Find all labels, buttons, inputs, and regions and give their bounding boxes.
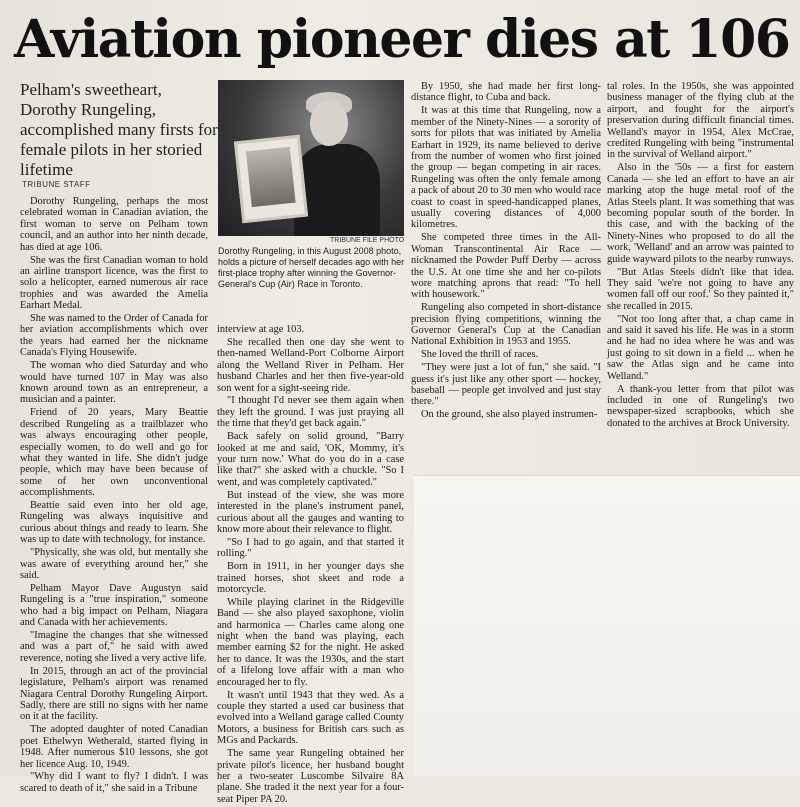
paragraph: It wasn't until 1943 that they wed. As a couple they started a used car business that evolved into a Welland garage called County Motors, a business for British cars such as MGs and Packards. [217,689,404,747]
paragraph: By 1950, she had made her first long-distance flight, to Cuba and back. [411,81,601,104]
photo-caption: Dorothy Rungeling, in this August 2008 photo, holds a picture of herself decades ago with her first-place trophy after winning the Governor-General's Cup (Air) Race in Toronto. [218,246,405,289]
paragraph: She was the first Canadian woman to hold an airline transport licence, was the first to solo a helicopter, earned numerous air race trophies and was awarded the Amelia Earhart Medal. [20,254,208,312]
paragraph: Born in 1911, in her younger days she trained horses, shot skeet and rode a motorcycle. [217,561,404,595]
paragraph: "But Atlas Steels didn't like that idea. They said 'we're not going to have any women fall off our roof.' So they painted it," she recalled in 2015. [607,266,794,312]
paragraph: "Imagine the changes that she witnessed and was a part of," he said with awed reverence, noting she lived a very active life. [20,630,208,664]
deck-text: Pelham's sweetheart, Dorothy Rungeling, accomplished many firsts for female pilots in her storied lifetime [20,80,218,179]
paragraph: "I thought I'd never see them again when they left the ground. I was just praying all the time that they'd get back again." [217,395,404,430]
paragraph: interview at age 103. [217,324,305,335]
paragraph: Rungeling also competed in short-distance precision flying competitions, winning the Governor General's Cup at the Canadian National Exhibition in 1953 and 1955. [411,302,601,348]
photo-dorothy-rungeling [218,80,404,236]
deck-subheadline [20,80,220,180]
byline: TRIBUNE STAFF [22,180,91,189]
paragraph: Pelham Mayor Dave Augustyn said Rungeling is a "true inspiration," someone who had a big impact on Pelham, Niagara and Canada with her achievements. [20,582,208,629]
article-column-1 [20,196,208,796]
paragraph: A thank-you letter from that pilot was included in one of Rungeling's two newspaper-sized scrapbooks, which she donated to the archives at Brock University. [607,383,794,429]
blank-paper-area [414,475,800,777]
paragraph: While playing clarinet in the Ridgeville Band — she also played saxophone, violin and harmonica — Charles came along one night when the band was playing, each member earning $2 for the night. He asked her to dance. It was the 1930s, and the start of a lifelong love affair with a man who encouraged her to fly. [217,596,404,688]
paragraph: "They were just a lot of fun," she said. "I guess it's just like any other sport — hockey, baseball — people get involved and just stay there." [411,362,601,408]
paragraph: She loved the thrill of races. [421,349,539,361]
paragraph: Also in the '50s — a first for eastern Canada — she led an effort to have an air marking atop the huge metal roof of the Atlas Steels plant. It was something that was becoming popular south of the border. In this case, and with the backing of the Ninety-Nines who proposed to do all the work, 'Welland' and an arrow was painted to guide wayward pilots to the nearby runways. [607,162,794,265]
paragraph: It was at this time that Rungeling, now a member of the Ninety-Nines — a sorority of sorts for pilots that was initiated by Amelia Earhart in 1929, its name believed to derive from the number of women who first joined the group — began competing in air races. Rungeling was often the only female among a pack of about 20 to 30 men who would race coast to coast in speed-handicapped planes, usually covering distances of 4,000 kilometres. [411,105,601,231]
paragraph: "Not too long after that, a chap came in and said it saved his life. He was in a storm and he had no idea where he was and was just going to sit down in a field ... when he saw the Atlas sign and he came into Welland." [607,313,794,382]
paragraph: The woman who died Saturday and who would have turned 107 in May was also known around town as an entrepreneur, a musician and a painter. [20,360,208,406]
paragraph: Beattie said even into her old age, Rungeling was always inquisitive and curious about things and ready to learn. She was up to date with technology, for instance. [20,500,208,546]
paragraph: The same year Rungeling obtained her private pilot's licence, her husband bought her a two-seater Luscombe Silvaire 8A plane. She traded it the next year for a four-seat Piper PA 20. [217,748,404,805]
photo-credit: TRIBUNE FILE PHOTO [330,237,405,244]
article-column-3 [411,81,601,422]
article-column-2 [217,324,404,807]
paragraph: Friend of 20 years, Mary Beattie described Rungeling as a trailblazer who was always encouraging other people, especially women, to do well and go for what they wanted in life. She didn't judge people, which may have been because of some of her own unconventional accomplishments. [20,407,208,499]
paragraph: She competed three times in the All-Woman Transcontinental Air Race — nicknamed the Powder Puff Derby — across the U.S. At one time she and her co-pilots wore matching aprons that read: "To hell with housework." [411,232,601,301]
paragraph: tal roles. In the 1950s, she was appointed business manager of the flying club at the airport, and fought for the airport's preservation during difficult financial times. Welland's mayor in 1954, Alex McCrae, credited Rungeling with being "instrumental in the survival of Welland airport." [607,81,794,161]
paragraph: "So I had to go again, and that started it rolling." [217,536,404,560]
paragraph: "Physically, she was old, but mentally she was aware of everything around her," she said. [20,547,208,581]
paragraph: The adopted daughter of noted Canadian poet Ethelwyn Wetherald, started flying in 1948. After numerous $10 lessons, she got her licence Aug. 10, 1949. [20,724,208,770]
paragraph: On the ground, she also played instrumen- [421,409,598,421]
paragraph: She recalled then one day she went to then-named Welland-Port Colborne Airport along the Welland River in Pelham. Her husband Charles and her then five-year-old son went for a sight-seeing ride. [217,336,404,394]
paragraph: Dorothy Rungeling, perhaps the most celebrated woman in Canadian aviation, the first woman to serve on Pelham town council, and an author into her ninth decade, has died at age 106. [20,196,208,253]
paragraph: "Why did I want to fly? I didn't. I was scared to death of it," she said in a Tribune [20,771,208,794]
paragraph: In 2015, through an act of the provincial legislature, Pelham's airport was renamed Niagara Central Dorothy Rungeling Airport. Sadly, there are still no signs with her name on it at the facility. [20,665,208,723]
paragraph: But instead of the view, she was more interested in the plane's instrument panel, curious about all the gauges and wanting to know more about their relevance to flight. [217,489,404,535]
paragraph: She was named to the Order of Canada for her aviation accomplishments which over the years had earned her the nickname Canada's Flying Housewife. [20,313,208,359]
article-column-4 [607,81,794,431]
headline: Aviation pioneer dies at 106 [14,9,790,70]
paragraph: Back safely on solid ground, "Barry looked at me and said, 'OK, Mommy, it's your turn now.' What do you do in a case like that?" she asked with a chuckle. "So I went, and was completely captivated." [217,431,404,488]
